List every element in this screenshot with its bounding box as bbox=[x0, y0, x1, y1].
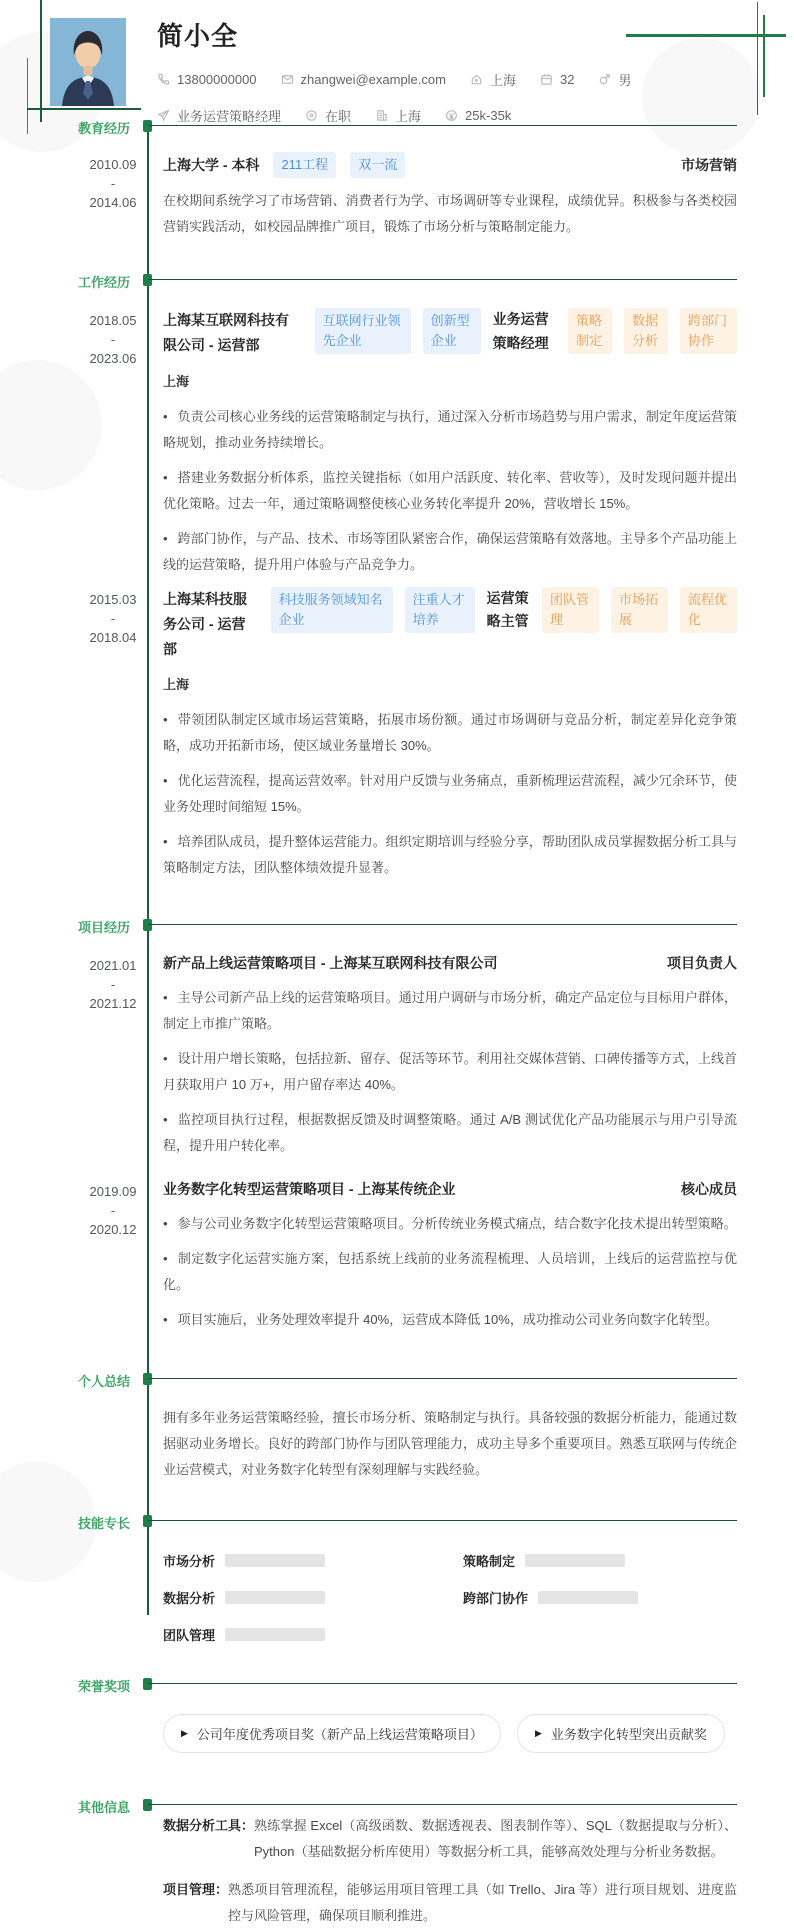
skill-item: 数据分析 bbox=[163, 1588, 463, 1607]
section-rule bbox=[148, 1804, 737, 1805]
intent-position: 业务运营策略经理 bbox=[157, 106, 281, 125]
section-skills bbox=[77, 1513, 737, 1644]
skill-item: 跨部门协作 bbox=[463, 1588, 737, 1607]
work-entry bbox=[89, 587, 737, 882]
section-dot-icon bbox=[143, 1799, 152, 1811]
section-title: 工作经历 bbox=[77, 275, 130, 291]
skill-bar-track bbox=[225, 1554, 325, 1567]
section-dot-icon bbox=[143, 919, 152, 931]
bullet-item: • 优化运营流程，提高运营效率。针对用户反馈与业务痛点，重新梳理运营流程，减少冗余环节，使业务处理时间缩短 15%。 bbox=[163, 773, 737, 815]
project-entry bbox=[89, 1179, 737, 1333]
company-tag: 科技服务领域知名企业 bbox=[271, 587, 393, 633]
play-icon: ▶ bbox=[534, 1728, 542, 1739]
bullet-item: • 制定数字化运营实施方案，包括系统上线前的业务流程梳理、人员培训，上线后的运营监控与优化。 bbox=[163, 1251, 737, 1293]
company-tag: 互联网行业领先企业 bbox=[315, 308, 411, 354]
skill-bar-track bbox=[525, 1554, 625, 1567]
school-tag: 211工程 bbox=[273, 152, 336, 178]
other-item: 项目管理： 熟悉项目管理流程，能够运用项目管理工具（如 Trello、Jira 等）进行项目规划、进度监控与风险管理，确保项目顺利推进。 bbox=[163, 1882, 737, 1924]
section-title: 教育经历 bbox=[77, 121, 130, 136]
other-item: 数据分析工具： 熟练掌握 Excel（高级函数、数据透视表、图表制作等）、SQL（数据提取与分析）、Python（基础数据分析库使用）等数据分析工具，能够高效处理与分析业务数据。 bbox=[163, 1818, 737, 1860]
school-name: 上海大学 - 本科 bbox=[163, 157, 260, 174]
project-entry bbox=[89, 953, 737, 1159]
bullet-item: • 负责公司核心业务线的运营策略制定与执行，通过深入分析市场趋势与用户需求，制定年度运营策略规划，推动业务持续增长。 bbox=[163, 408, 737, 450]
section-other bbox=[77, 1797, 737, 1929]
skill-bar-track bbox=[225, 1628, 325, 1641]
location-icon bbox=[470, 73, 483, 86]
bullet-item: • 培养团队成员，提升整体运营能力。组织定期培训与经验分享，帮助团队成员掌握数据分析工具与策略制定方法，团队整体绩效提升显著。 bbox=[163, 834, 737, 876]
company-tag: 创新型企业 bbox=[423, 308, 481, 354]
education-entry bbox=[89, 152, 737, 240]
project-title: 新产品上线运营策略项目 - 上海某互联网科技有限公司 bbox=[163, 955, 498, 972]
section-summary bbox=[77, 1371, 737, 1483]
job-location: 上海 bbox=[163, 677, 190, 693]
gender-icon bbox=[598, 73, 611, 86]
contact-row bbox=[157, 70, 794, 89]
contact-age: 32 bbox=[540, 72, 574, 87]
section-title: 个人总结 bbox=[77, 1374, 130, 1390]
contact-email: zhangwei@example.com bbox=[281, 72, 446, 87]
section-rule bbox=[148, 125, 737, 126]
bullet-item: • 项目实施后，业务处理效率提升 40%，运营成本降低 10%，成功推动公司业务向数字化转型。 bbox=[163, 1312, 718, 1328]
date-range: 2021.01 - 2021.12 bbox=[89, 958, 137, 1012]
company-name: 上海某科技服务公司 - 运营部 bbox=[163, 590, 247, 657]
skill-tag: 数据分析 bbox=[624, 308, 668, 354]
mail-icon bbox=[281, 73, 294, 86]
school-tag: 双一流 bbox=[350, 152, 405, 178]
skill-bar-track bbox=[538, 1591, 638, 1604]
skill-grid bbox=[163, 1551, 737, 1644]
skill-item: 市场分析 bbox=[163, 1551, 463, 1570]
project-role: 项目负责人 bbox=[667, 955, 737, 972]
skill-tag: 市场拓展 bbox=[611, 587, 668, 633]
bullet-item: • 设计用户增长策略，包括拉新、留存、促活等环节。利用社交媒体营销、口碑传播等方式，上线首月获取用户 10 万+，用户留存率达 40%。 bbox=[163, 1051, 737, 1093]
section-dot-icon bbox=[143, 1515, 152, 1527]
education-description: 在校期间系统学习了市场营销、消费者行为学、市场调研等专业课程，成绩优异。积极参与各类校园营销实践活动，如校园品牌推广项目，锻炼了市场分析与策略制定能力。 bbox=[163, 193, 737, 235]
date-range: 2019.09 - 2020.12 bbox=[89, 1184, 137, 1238]
skill-tag: 团队管理 bbox=[542, 587, 599, 633]
skill-tag: 跨部门协作 bbox=[680, 308, 737, 354]
job-title: 运营策略主管 bbox=[486, 589, 529, 630]
skill-item: 策略制定 bbox=[463, 1551, 737, 1570]
award-badge: ▶ 公司年度优秀项目奖（新产品上线运营策略项目） bbox=[163, 1714, 501, 1753]
section-dot-icon bbox=[143, 1373, 152, 1385]
bullet-item: • 监控项目执行过程，根据数据反馈及时调整策略。通过 A/B 测试优化产品功能展示与用户引导流程，提升用户转化率。 bbox=[163, 1112, 737, 1154]
skill-tag: 策略制定 bbox=[568, 308, 612, 354]
bullet-item: • 带领团队制定区域市场运营策略，拓展市场份额。通过市场调研与竞品分析，制定差异化竞争策略，成功开拓新市场，使区域业务量增长 30%。 bbox=[163, 712, 737, 754]
profile-photo bbox=[50, 18, 126, 106]
contact-gender: 男 bbox=[598, 70, 631, 89]
award-badge: ▶ 业务数字化转型突出贡献奖 bbox=[517, 1714, 725, 1753]
summary-text: 拥有多年业务运营策略经验，擅长市场分析、策略制定与执行。具备较强的数据分析能力，能通过数据驱动业务增长。良好的跨部门协作与团队管理能力，成功主导多个重要项目。熟悉互联网与传统企业运营模式，对业务数字化转型有深刻理解与实践经验。 bbox=[163, 1410, 737, 1478]
contact-location: 上海 bbox=[470, 70, 516, 89]
section-title: 其他信息 bbox=[77, 1800, 130, 1816]
skill-bar-track bbox=[225, 1591, 325, 1604]
company-name: 上海某互联网科技有限公司 - 运营部 bbox=[163, 312, 289, 354]
company-tag: 注重人才培养 bbox=[405, 587, 475, 633]
date-range: 2010.09 - 2014.06 bbox=[89, 157, 137, 210]
section-rule bbox=[148, 1378, 737, 1379]
award-badges bbox=[163, 1714, 737, 1753]
calendar-icon bbox=[540, 73, 553, 86]
section-education bbox=[77, 118, 737, 240]
intent-salary: 25k-35k bbox=[445, 108, 511, 123]
section-title: 项目经历 bbox=[77, 920, 130, 936]
bullet-item: • 搭建业务数据分析体系，监控关键指标（如用户活跃度、转化率、营收等），及时发现问题并提出优化策略。过去一年，通过策略调整使核心业务转化率提升 20%，营收增长 15%。 bbox=[163, 469, 737, 511]
section-rule bbox=[148, 924, 737, 925]
project-role: 核心成员 bbox=[681, 1181, 737, 1198]
section-title: 技能专长 bbox=[77, 1516, 130, 1532]
work-entry bbox=[89, 308, 737, 577]
intent-status: 在职 bbox=[305, 106, 351, 125]
bullet-item: • 参与公司业务数字化转型运营策略项目。分析传统业务模式痛点，结合数字化技术提出转型策略。 bbox=[163, 1216, 737, 1232]
section-work bbox=[77, 272, 737, 881]
job-title: 业务运营策略经理 bbox=[492, 311, 549, 351]
intent-city: 上海 bbox=[375, 106, 421, 125]
section-title: 荣誉奖项 bbox=[77, 1679, 130, 1695]
major-name: 市场营销 bbox=[681, 157, 737, 174]
bullet-item: • 主导公司新产品上线的运营策略项目。通过用户调研与市场分析，确定产品定位与目标用户群体，制定上市推广策略。 bbox=[163, 990, 737, 1032]
section-dot-icon bbox=[143, 120, 152, 132]
date-range: 2015.03 - 2018.04 bbox=[89, 591, 137, 645]
section-rule bbox=[148, 279, 737, 280]
skill-tag: 流程优化 bbox=[680, 587, 737, 633]
project-title: 业务数字化转型运营策略项目 - 上海某传统企业 bbox=[163, 1181, 456, 1198]
candidate-name: 简小全 bbox=[157, 21, 239, 51]
job-location: 上海 bbox=[163, 373, 190, 389]
bullet-item: • 跨部门协作，与产品、技术、市场等团队紧密合作，确保运营策略有效落地。主导多个产品功能上线的运营策略，提升用户体验与产品竞争力。 bbox=[163, 530, 737, 572]
section-dot-icon bbox=[143, 274, 152, 286]
contact-phone: 13800000000 bbox=[157, 72, 257, 87]
section-dot-icon bbox=[143, 1678, 152, 1690]
section-rule bbox=[148, 1683, 737, 1684]
section-projects bbox=[77, 917, 737, 1333]
phone-icon bbox=[157, 73, 170, 86]
date-range: 2018.05 - 2023.06 bbox=[89, 313, 137, 367]
section-rule bbox=[148, 1520, 737, 1521]
resume-header bbox=[0, 0, 794, 124]
play-icon: ▶ bbox=[181, 1728, 188, 1739]
skill-item: 团队管理 bbox=[163, 1625, 463, 1644]
section-awards bbox=[77, 1676, 737, 1753]
decor-circle bbox=[0, 360, 102, 490]
